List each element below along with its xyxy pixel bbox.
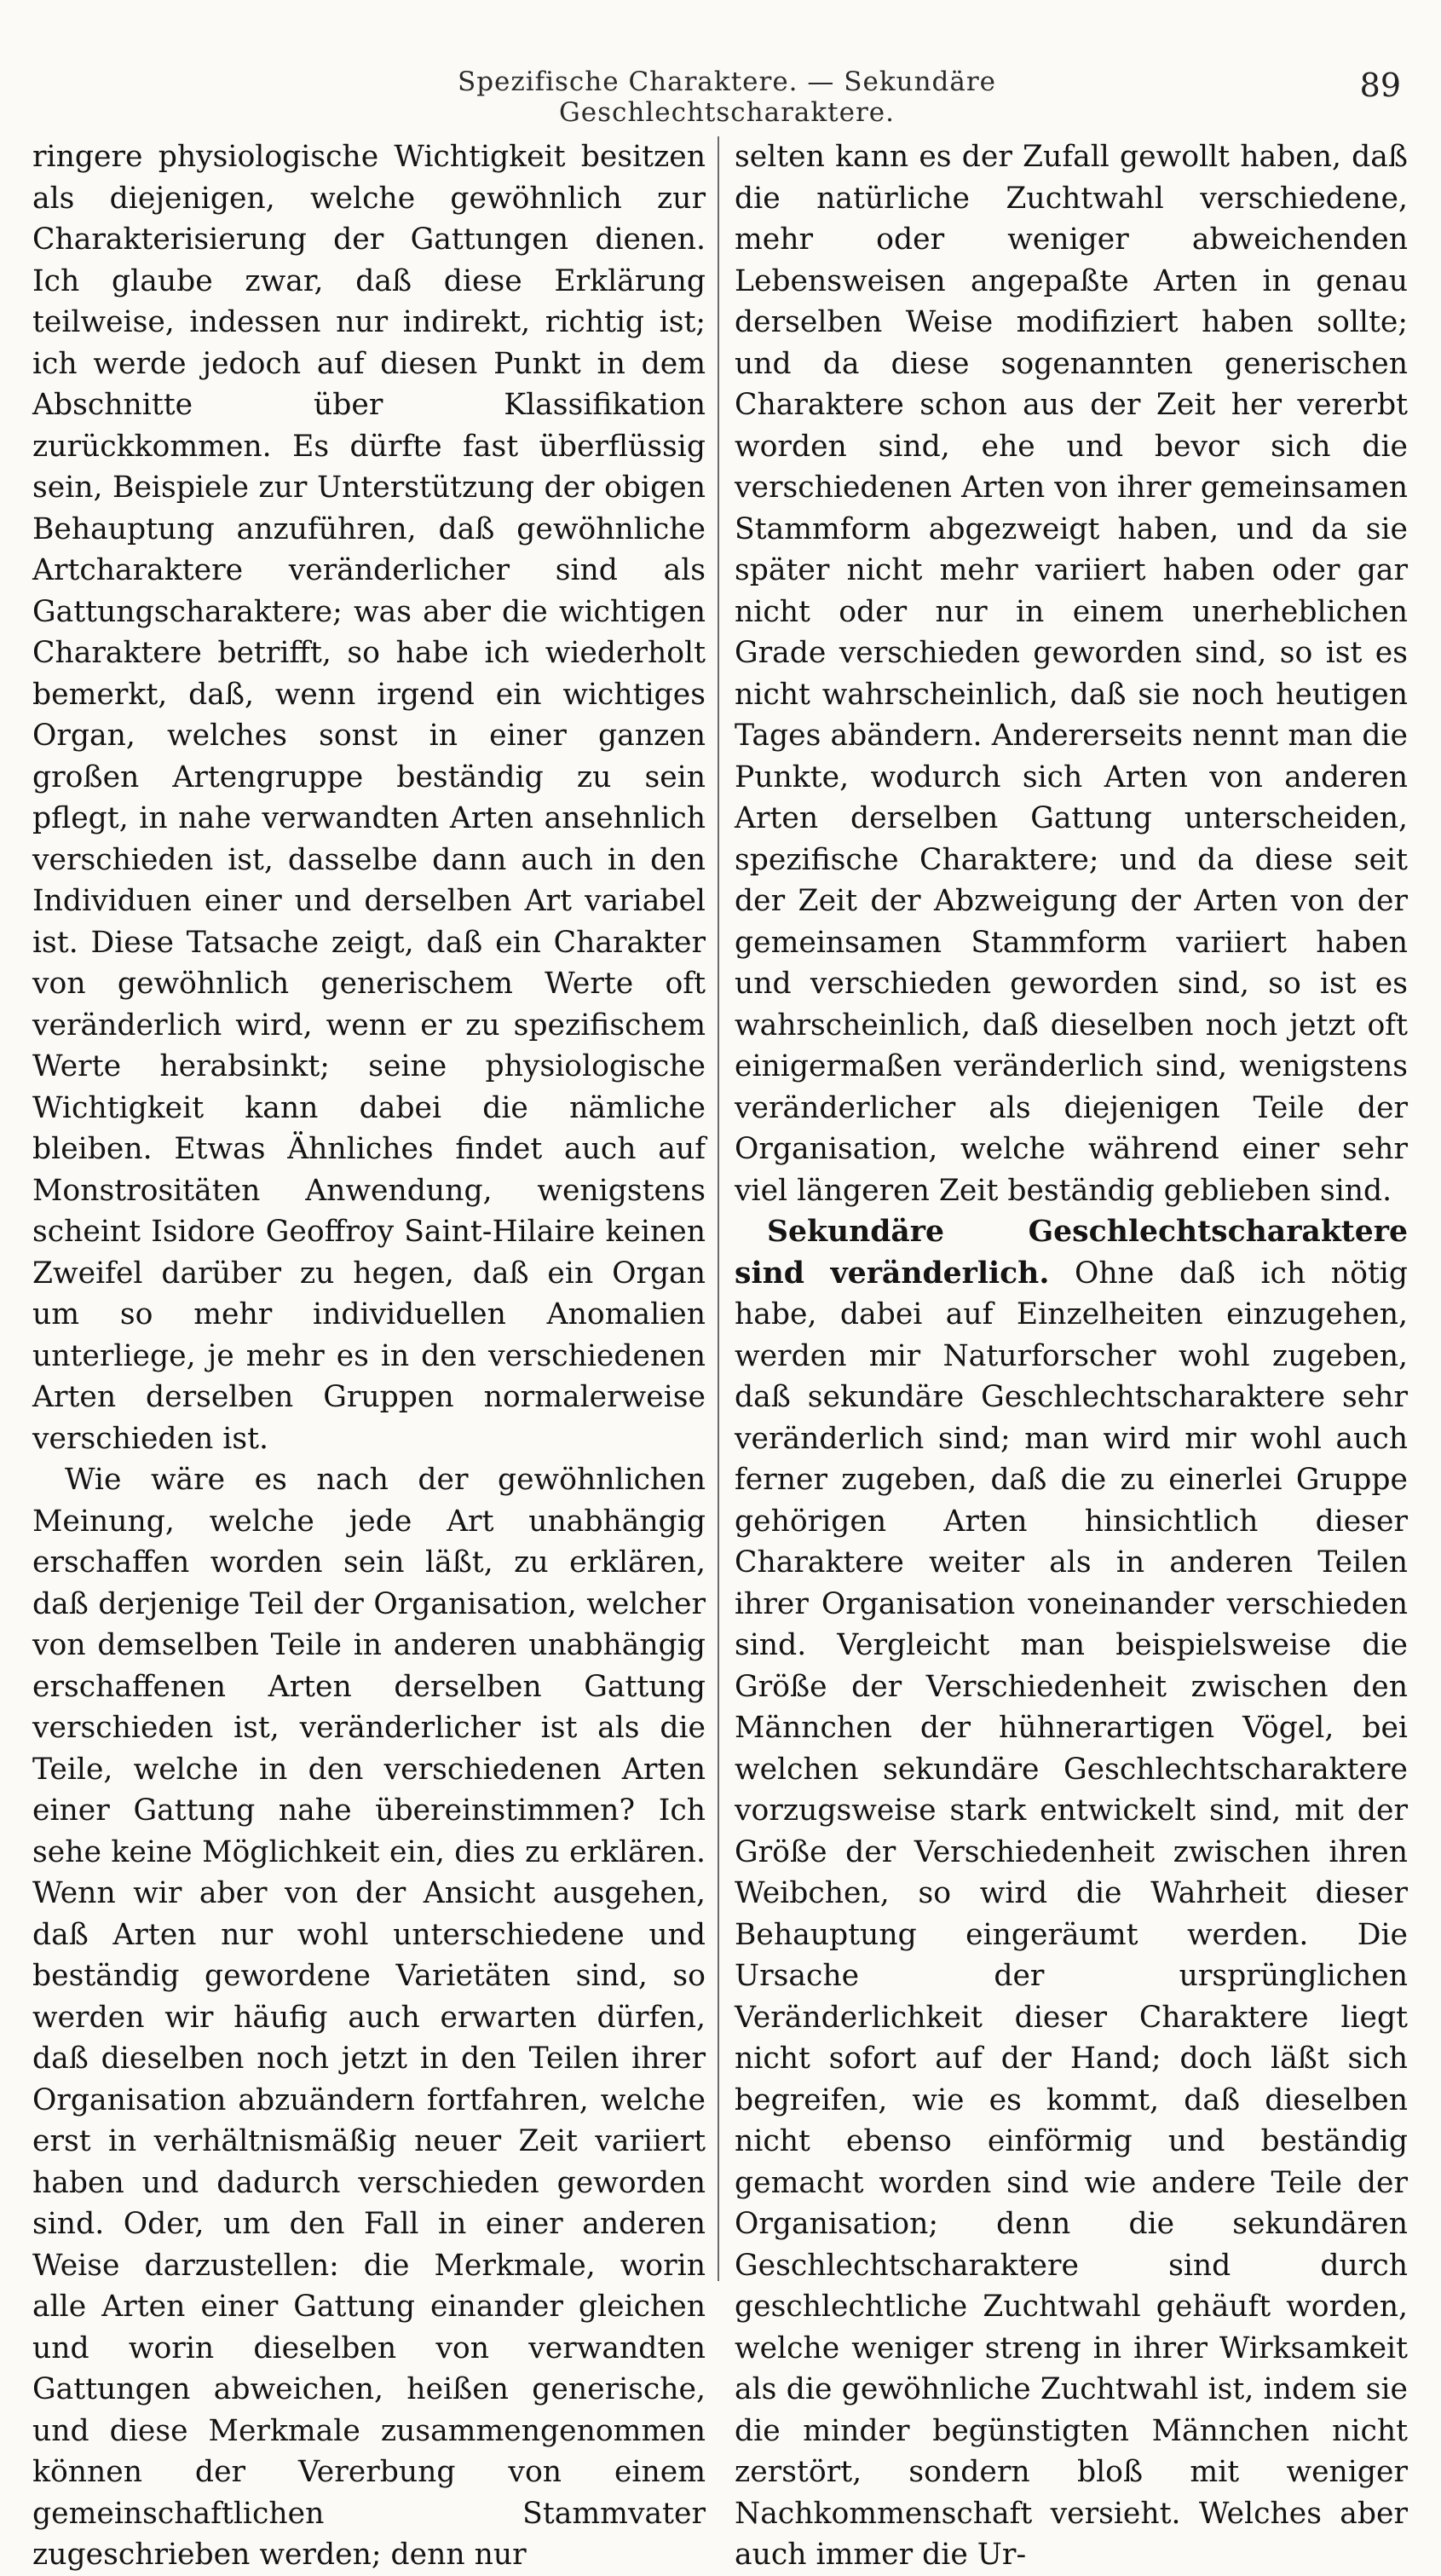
section-heading: Sekundäre Geschlechtscharaktere sind veränderlich. — [735, 1215, 1408, 1291]
paragraph-text: Ohne daß ich nötig habe, dabei auf Einzelheiten einzugehen, werden mir Naturforscher wohl zugeben, daß sekundäre Geschlechtscharaktere sehr veränderlich sind; man wird mir wohl auch ferner zugeben, daß die zu einerlei Gruppe gehörigen Arten hinsichtlich dieser Charaktere weiter als in anderen Teilen ihrer Organisation voneinander verschieden sind. Vergleicht man beispielsweise die Größe der Verschiedenheit zwischen den Männchen der hühnerartigen Vögel, bei welchen sekundäre Geschlechtscharaktere vorzugsweise stark entwickelt sind, mit der Größe der Verschiedenheit zwischen ihren Weibchen, so wird die Wahrheit dieser Behauptung eingeräumt werden. Die Ursache der ursprünglichen Veränderlichkeit dieser Charaktere liegt nicht sofort auf der Hand; doch läßt sich begreifen, wie es kommt, daß dieselben nicht ebenso einförmig und beständig gemacht worden sind wie andere Teile der Organisation; denn die sekundären Geschlechtscharaktere sind durch geschlechtliche Zuchtwahl gehäuft worden, welche weniger streng in ihrer Wirksamkeit als die gewöhnliche Zuchtwahl ist, indem sie die minder begünstigten Männchen nicht zerstört, sondern bloß mit weniger Nachkommenschaft versieht. Welches aber auch immer die Ur- — [735, 1256, 1408, 2572]
right-column — [735, 136, 1408, 2572]
page-number: 89 — [1359, 66, 1401, 104]
paragraph: ringere physiologische Wichtigkeit besitzen als diejenigen, welche gewöhnlich zur Charakterisierung der Gattungen dienen. Ich glaube zwar, daß diese Erklärung teilweise, indessen nur indirekt, richtig ist; ich werde jedoch auf diesen Punkt in dem Abschnitte über Klassifikation zurückkommen. Es dürfte fast überflüssig sein, Beispiele zur Unterstützung der obigen Behauptung anzuführen, daß gewöhnliche Artcharaktere veränderlicher sind als Gattungscharaktere; was aber die wichtigen Charaktere betrifft, so habe ich wiederholt bemerkt, daß, wenn irgend ein wichtiges Organ, welches sonst in einer ganzen großen Artengruppe beständig zu sein pflegt, in nahe verwandten Arten ansehnlich verschieden ist, dasselbe dann auch in den Individuen einer und derselben Art variabel ist. Diese Tatsache zeigt, daß ein Charakter von gewöhnlich generischem Werte oft veränderlich wird, wenn er zu spezifischem Werte herabsinkt; seine physiologische Wichtigkeit kann dabei die nämliche bleiben. Etwas Ähnliches findet auch auf Monstrositäten Anwendung, wenigstens scheint Isidore Geoffroy Saint-Hilaire keinen Zweifel darüber zu hegen, daß ein Organ um so mehr individuellen Anomalien unterliege, je mehr es in den verschiedenen Arten derselben Gruppen normalerweise verschieden ist. — [32, 140, 706, 1456]
paragraph: selten kann es der Zufall gewollt haben, daß die natürliche Zuchtwahl verschiedene, mehr oder weniger abweichenden Lebensweisen angepaßte Arten in genau derselben Weise modifiziert haben sollte; und da diese sogenannten generischen Charaktere schon aus der Zeit her vererbt worden sind, ehe und bevor sich die verschiedenen Arten von ihrer gemeinsamen Stammform abgezweigt haben, und da sie später nicht mehr variiert haben oder gar nicht oder nur in einem unerheblichen Grade verschieden geworden sind, so ist es nicht wahrscheinlich, daß sie noch heutigen Tages abändern. Andererseits nennt man die Punkte, wodurch sich Arten von anderen Arten derselben Gattung unterscheiden, spezifische Charaktere; und da diese seit der Zeit der Abzweigung der Arten von der gemeinsamen Stammform variiert haben und verschieden geworden sind, so ist es wahrscheinlich, daß dieselben noch jetzt oft einigermaßen veränderlich sind, wenigstens veränderlicher als diejenigen Teile der Organisation, welche während einer sehr viel längeren Zeit beständig geblieben sind. — [735, 140, 1408, 1208]
running-head: Spezifische Charaktere. — Sekundäre Geschlechtscharaktere. — [457, 66, 997, 128]
paragraph: Wie wäre es nach der gewöhnlichen Meinung, welche jede Art unabhängig erschaffen worden sein läßt, zu erklären, daß derjenige Teil der Organisation, welcher von demselben Teile in anderen unabhängig erschaffenen Arten derselben Gattung verschieden ist, veränderlicher ist als die Teile, welche in den verschiedenen Arten einer Gattung nahe übereinstimmen? Ich sehe keine Möglichkeit ein, dies zu erklären. Wenn wir aber von der Ansicht ausgehen, daß Arten nur wohl unterschiedene und beständig gewordene Varietäten sind, so werden wir häufig auch erwarten dürfen, daß dieselben noch jetzt in den Teilen ihrer Organisation abzuändern fortfahren, welche erst in verhältnismäßig neuer Zeit variiert haben und dadurch verschieden geworden sind. Oder, um den Fall in einer anderen Weise darzustellen: die Merkmale, worin alle Arten einer Gattung einander gleichen und worin dieselben von verwandten Gattungen abweichen, heißen generische, und diese Merkmale zusammengenommen können der Vererbung von einem gemeinschaftlichen Stammvater zugeschrieben werden; denn nur — [32, 1463, 706, 2572]
left-column — [32, 136, 706, 2572]
column-divider — [718, 136, 719, 2281]
paragraph — [735, 1211, 1408, 2576]
page-header — [32, 60, 1404, 128]
